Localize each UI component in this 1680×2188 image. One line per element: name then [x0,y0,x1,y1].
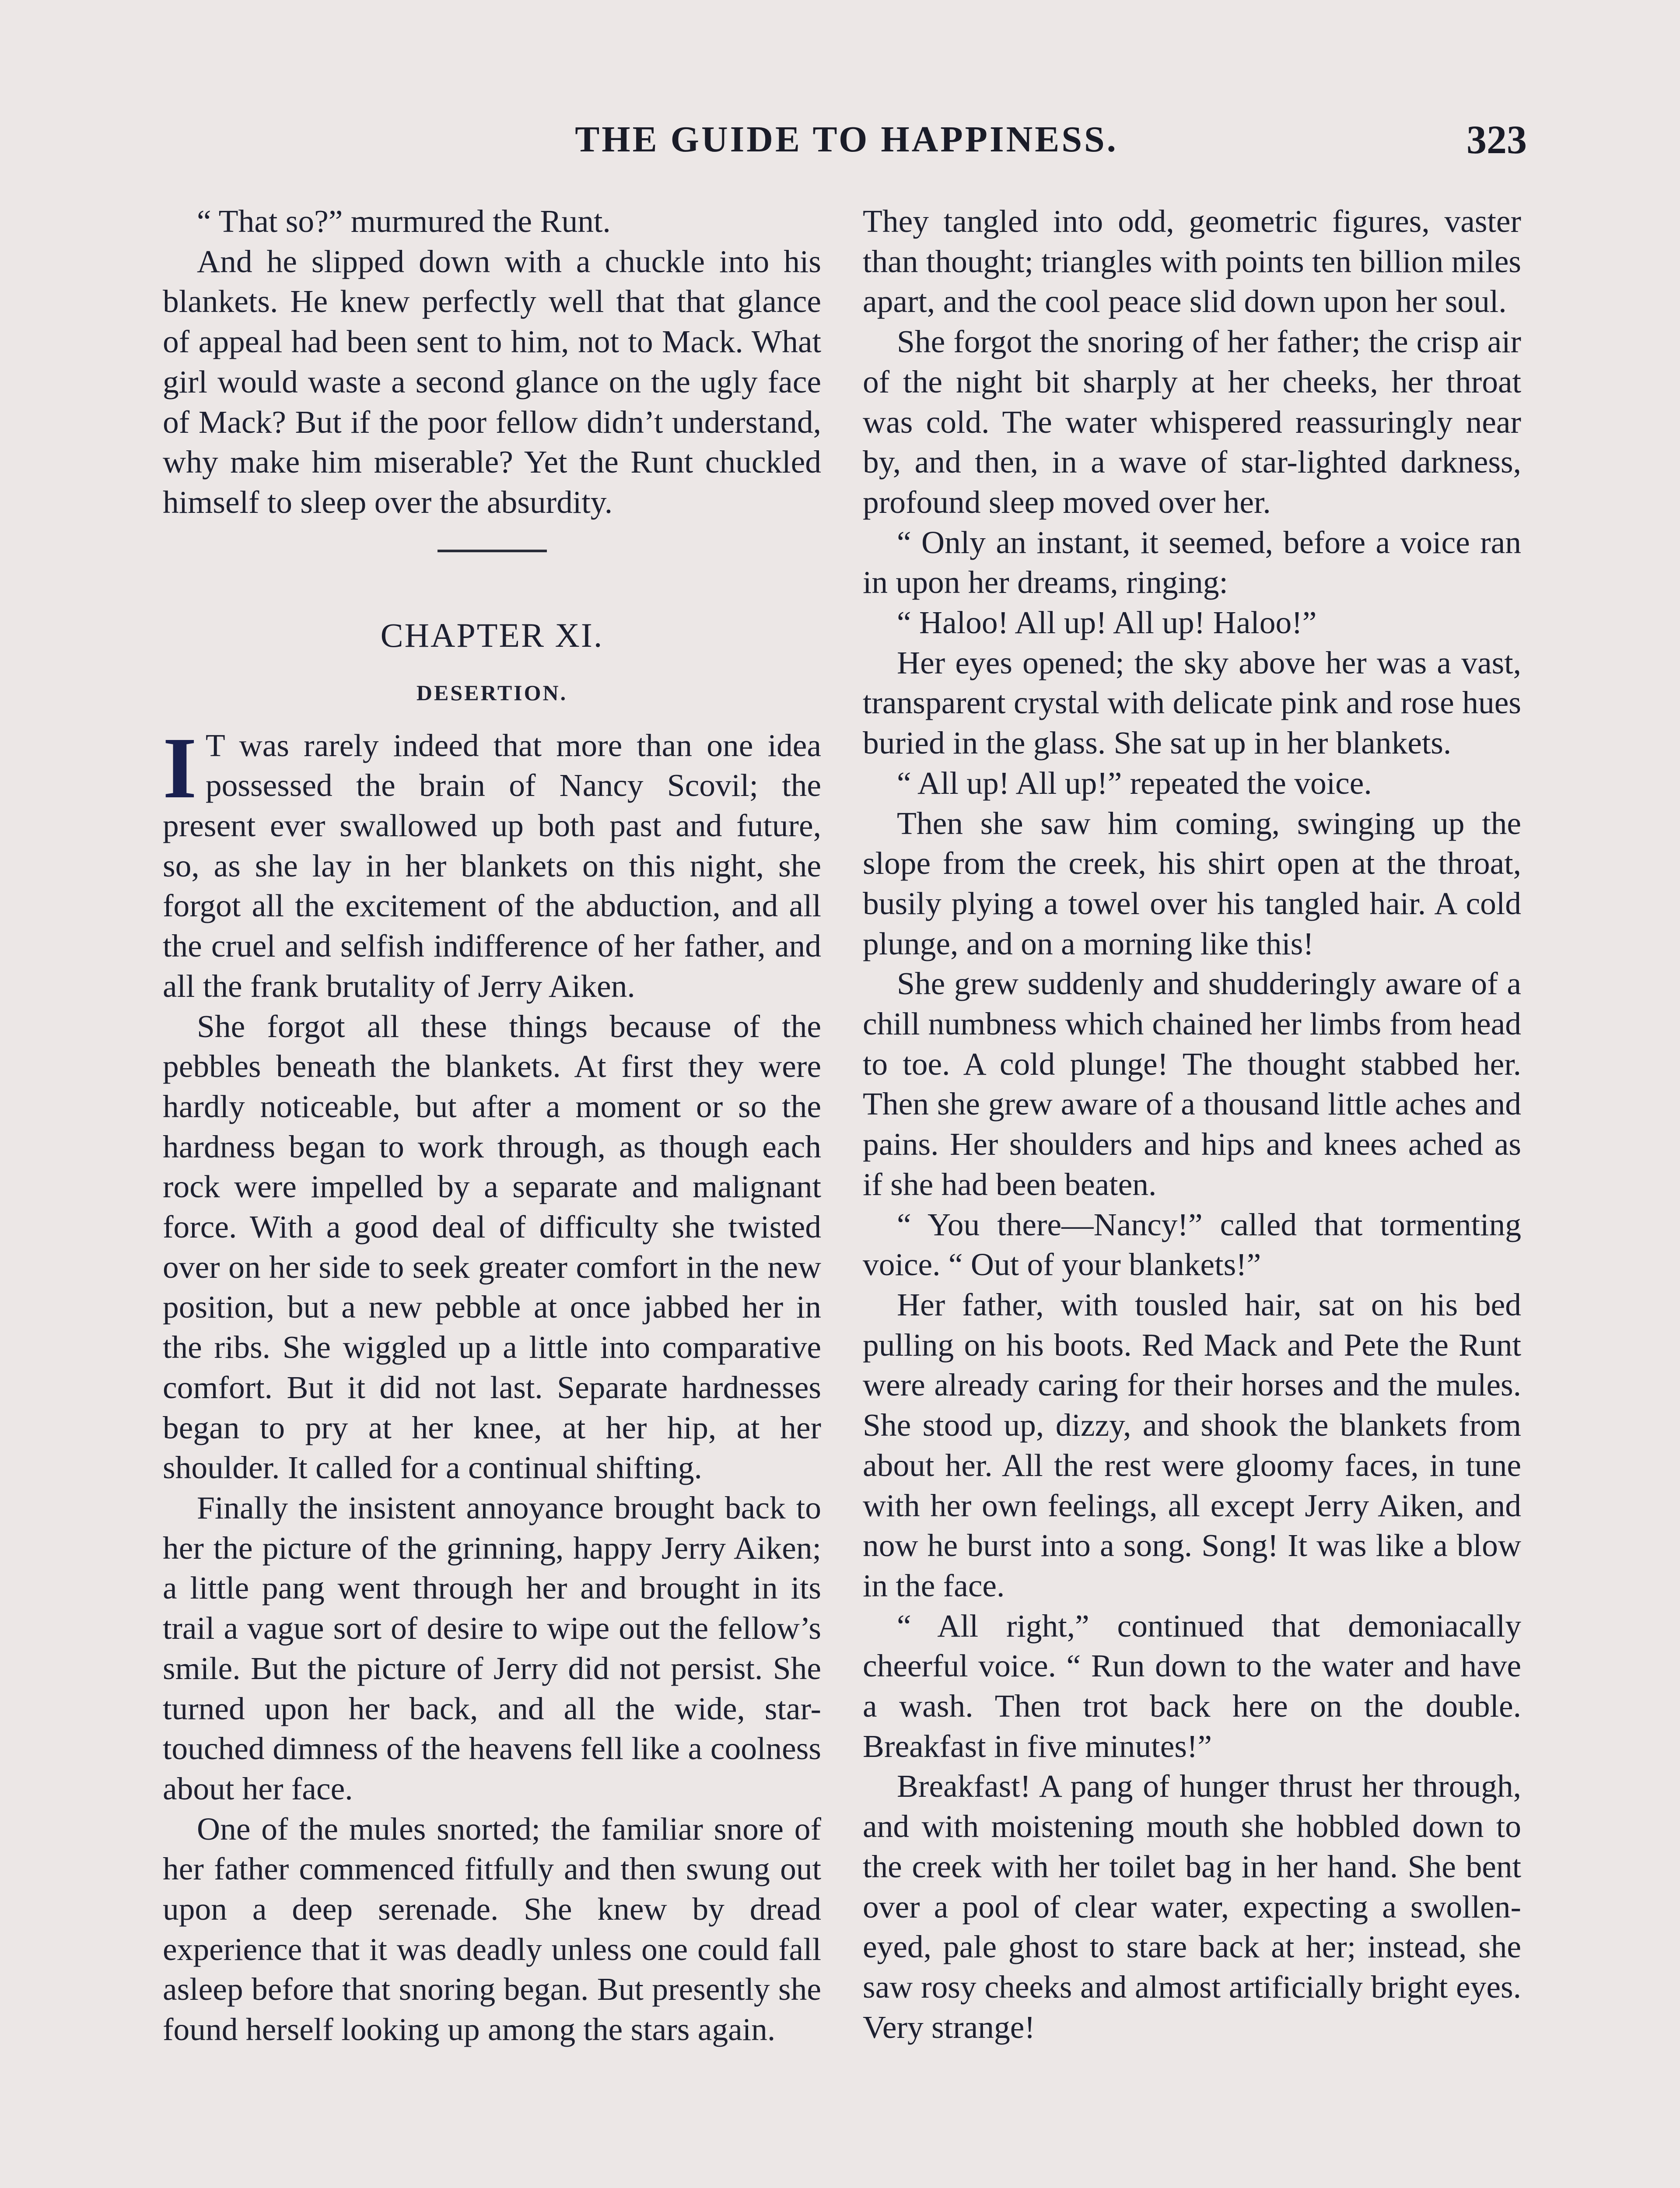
paragraph: She grew suddenly and shudderingly aware of a chill numbness which chained her limbs from head to toe. A cold plunge! The thought stabbed her. Then she grew aware of a thousand little aches and pains. Her shoulders and hips and knees ached as if she had been beaten. [863,966,1521,1202]
paragraph: “ Haloo! All up! All up! Haloo!” [897,605,1317,641]
paragraph: She forgot all these things because of the pebbles beneath the blankets. At first they were hardly noticeable, but after a moment or so the hardness began to work through, as though each rock were impelled by a separate and malignant force. With a good deal of difficulty she twisted over on her side to seek greater comfort in the new position, but a new pebble at once jabbed her in the ribs. She wiggled up a little into comparative comfort. But it did not last. Separate hardnesses began to pry at her knee, at her hip, at her shoulder. It called for a continual shifting. [163,1008,821,1486]
chapter-opening-paragraph [163,719,821,1006]
paragraph: Breakfast! A pang of hunger thrust her through, and with moistening mouth she hobbled down to the creek with her toilet bag in her hand. She bent over a pool of clear water, expecting a swollen-eyed, pale ghost to stare back at her; instead, she saw rosy cheeks and almost artificially bright eyes. Very strange! [863,1768,1521,2045]
paragraph: “ All right,” continued that demoniacally cheerful voice. “ Run down to the water and have a wash. Then trot back here on the double. Breakfast in five minutes!” [863,1608,1521,1764]
continued-paragraph: They tangled into odd, geometric figures, vaster than thought; triangles with points ten billion miles apart, and the cool peace slid down upon her soul. [863,203,1521,319]
paragraph: One of the mules snorted; the familiar snore of her father commenced fitfully and then swung out upon a deep serenade. She knew by dread experience that it was deadly unless one could fall asleep before that snoring began. But presently she found herself looking up among the stars again. [163,1811,821,2048]
drop-cap: I [163,719,197,817]
section-divider [438,550,547,552]
paragraph: “ Only an instant, it seemed, before a voice ran in upon her dreams, ringing: [863,524,1521,600]
paragraph: “ That so?” murmured the Runt. [197,203,611,239]
running-title: THE GUIDE TO HAPPINESS. [575,119,1118,160]
paragraph: Then she saw him coming, swinging up the slope from the creek, his shirt open at the throat, busily plying a towel over his tangled hair. A cold plunge, and on a morning like this! [863,805,1521,961]
paragraph: “ You there—Nancy!” called that tormenting voice. “ Out of your blankets!” [863,1206,1521,1283]
paragraph-text: T was rarely indeed that more than one idea possessed the brain of Nancy Scovil; the present ever swallowed up both past and future, so, as she lay in her blankets on this night, she forgot all the excitement of the abduction, and all the cruel and selfish indifference of her father, and all the frank brutality of Jerry Aiken. [163,727,821,1004]
paragraph: Finally the insistent annoyance brought back to her the picture of the grinning, happy Jerry Aiken; a little pang went through her and brought in its trail a vague sort of desire to wipe out the fellow’s smile. But the picture of Jerry did not persist. She turned upon her back, and all the wide, star-touched dimness of the heavens fell like a coolness about her face. [163,1490,821,1806]
paragraph: She forgot the snoring of her father; the crisp air of the night bit sharply at her cheeks, her throat was cold. The water whispered reassuringly near by, and then, in a wave of star-lighted darkness, profound sleep moved over her. [863,324,1521,520]
paragraph: Her eyes opened; the sky above her was a vast, transparent crystal with delicate pink and rose hues buried in the glass. She sat up in her blankets. [863,645,1521,761]
chapter-subtitle: DESERTION. [416,680,568,705]
paragraph: And he slipped down with a chuckle into his blankets. He knew perfectly well that that glance of appeal had been sent to him, not to Mack. What girl would waste a second glance on the ugly face of Mack? But if the poor fellow didn’t understand, why make him miserable? Yet the Runt chuckled himself to sleep over the absurdity. [163,243,821,520]
page-header [166,118,1527,179]
page-number: 323 [1466,117,1527,162]
right-column [863,201,1521,2047]
paragraph: Her father, with tousled hair, sat on his bed pulling on his boots. Red Mack and Pete the Runt were already caring for their horses and the mules. She stood up, dizzy, and shook the blankets from about her. All the rest were gloomy faces, in tune with her own feelings, all except Jerry Aiken, and now he burst into a song. Song! It was like a blow in the face. [863,1287,1521,1603]
left-column [163,201,821,2050]
paragraph: “ All up! All up!” repeated the voice. [897,765,1372,801]
chapter-title: CHAPTER XI. [380,616,604,654]
